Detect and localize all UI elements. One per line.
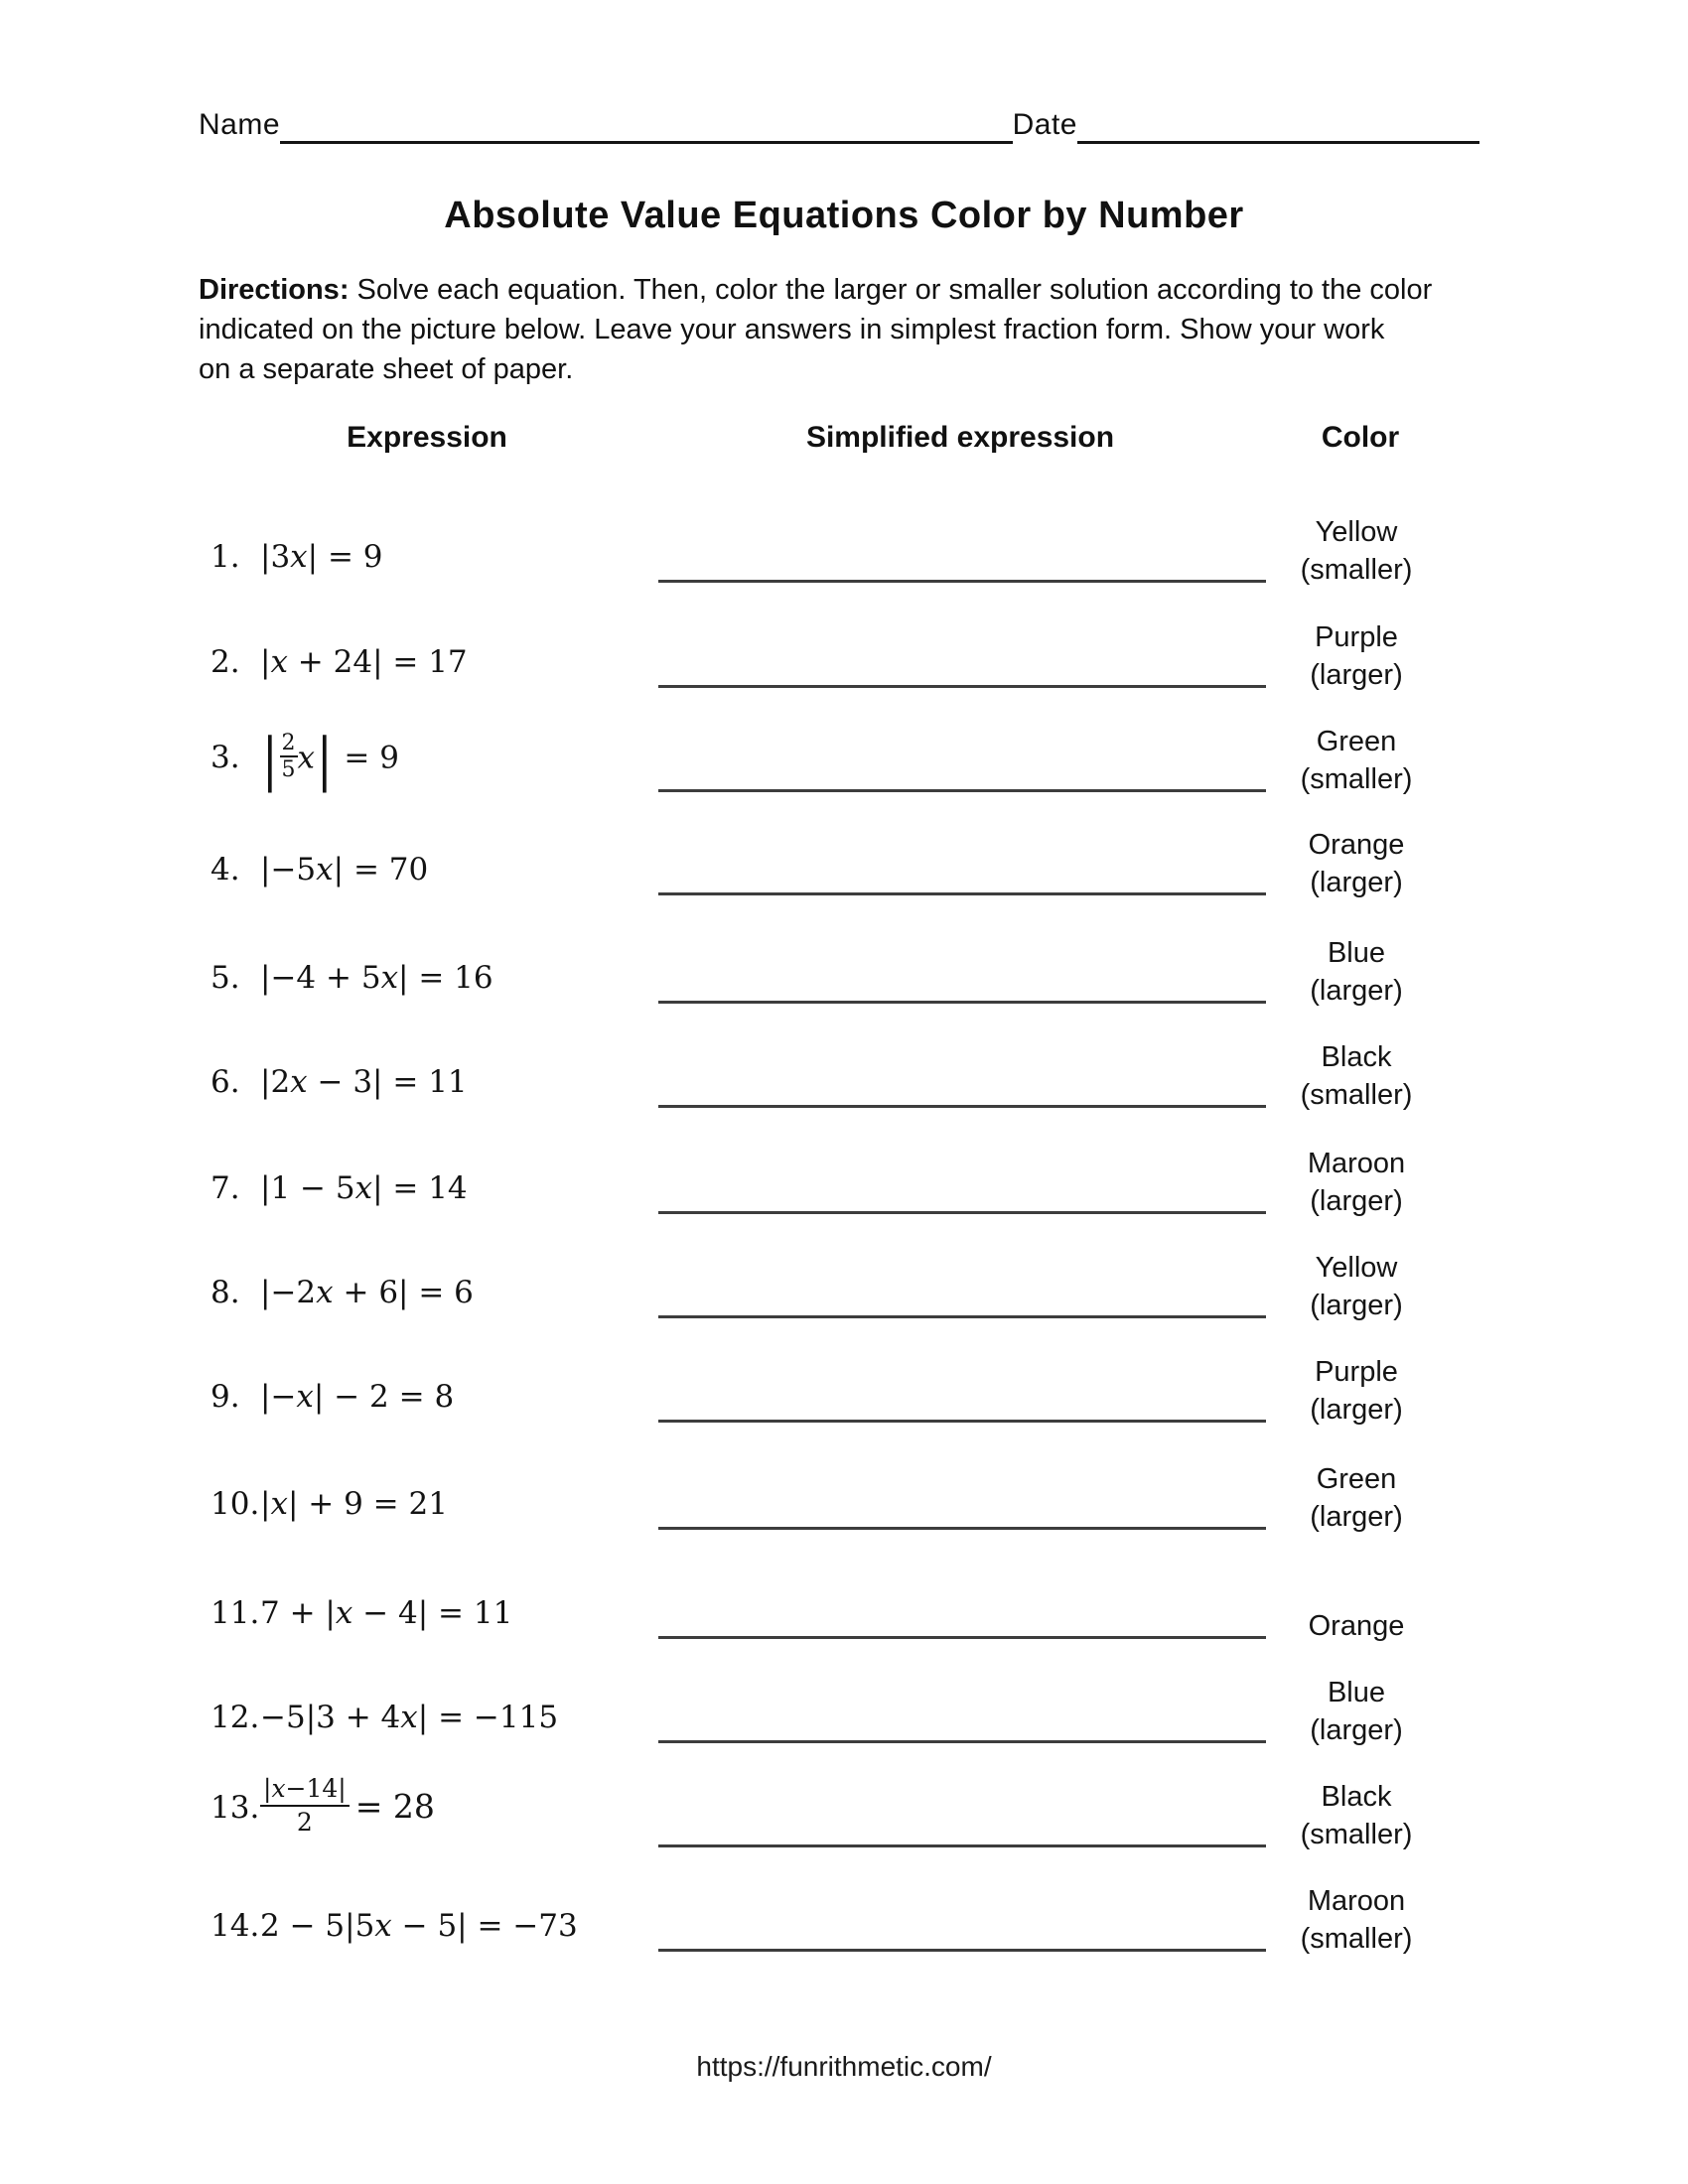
numerator-prefix: | [263,1774,272,1803]
answer-blank-6[interactable] [658,1105,1266,1108]
equation-suffix: − 4| = 11 [352,1595,513,1631]
item-number: 10. [211,1486,260,1522]
equation-prefix: | [260,1486,271,1522]
equation-4 [211,852,428,887]
answer-blank-7[interactable] [658,1211,1266,1214]
equation-suffix: | = −115 [417,1700,559,1735]
color-qualifier: (smaller) [1300,1923,1413,1955]
fraction-denominator: 2 [296,1807,313,1837]
fraction [260,1775,350,1836]
item-number: 7. [211,1170,240,1206]
equation-variable: x [270,1486,288,1522]
numerator-suffix: −14| [285,1774,347,1803]
equation-variable: x [297,740,316,776]
color-name: Purple [1315,621,1398,653]
equation-variable: x [354,1170,373,1206]
color-name: Orange [1308,1610,1405,1642]
color-label-14 [1257,1882,1456,1958]
equation-7 [211,1170,468,1206]
table-row [0,1882,1688,1955]
equation-8 [211,1275,474,1310]
table-row [0,618,1688,691]
equation-11 [211,1595,512,1631]
equation-prefix: |− [260,1379,297,1415]
equation-suffix: | = 14 [372,1170,468,1206]
equation-14 [211,1908,578,1944]
fraction-numerator [260,1775,350,1807]
color-qualifier: (larger) [1310,867,1403,898]
equation-variable: x [270,644,288,680]
color-name: Black [1321,1041,1392,1073]
table-row [0,1353,1688,1426]
color-label-2 [1257,618,1456,694]
equation-12 [211,1700,558,1735]
equation-prefix: |−5 [260,852,317,887]
color-qualifier: (larger) [1310,1394,1403,1426]
color-label-8 [1257,1249,1456,1324]
fraction-denominator: 5 [281,756,296,782]
color-qualifier: (larger) [1310,975,1403,1007]
color-label-11 [1257,1607,1456,1645]
color-name: Blue [1327,937,1386,969]
equation-variable: x [316,1275,334,1310]
color-label-3 [1257,723,1456,798]
equation-13 [211,1774,435,1840]
equation-suffix: | = 9 [307,539,383,575]
header-simplified-expression: Simplified expression [805,421,1115,454]
directions-text-1: Solve each equation. Then, color the larger or smaller solution according to the color [349,274,1433,306]
page-title: Absolute Value Equations Color by Number [444,195,1244,236]
header-color: Color [1321,421,1400,454]
item-number: 3. [211,740,240,776]
equation-9 [211,1379,454,1415]
answer-blank-11[interactable] [658,1636,1266,1639]
item-number: 1. [211,539,240,575]
color-qualifier: (smaller) [1300,1079,1413,1111]
table-row [0,513,1688,586]
equation-variable: x [335,1595,353,1631]
color-name: Yellow [1315,1252,1398,1284]
color-name: Purple [1315,1356,1398,1388]
equation-5 [211,960,493,996]
answer-blank-1[interactable] [658,580,1266,583]
answer-blank-14[interactable] [658,1949,1266,1952]
table-row [0,1570,1688,1642]
equation-prefix: |3 [260,539,291,575]
color-name: Green [1316,726,1397,757]
color-name: Orange [1308,829,1405,861]
color-qualifier: (larger) [1310,1501,1403,1533]
item-number: 9. [211,1379,240,1415]
equation-10 [211,1486,448,1522]
table-row [0,723,1688,795]
answer-blank-9[interactable] [658,1420,1266,1423]
fraction [280,732,298,781]
equation-prefix: |2 [260,1064,291,1100]
color-label-1 [1257,513,1456,589]
color-label-9 [1257,1353,1456,1429]
equation-suffix: + 24| = 17 [287,644,468,680]
answer-blank-12[interactable] [658,1740,1266,1743]
color-qualifier: (larger) [1310,659,1403,691]
color-label-13 [1257,1778,1456,1853]
table-row [0,1038,1688,1111]
answer-blank-10[interactable] [658,1527,1266,1530]
color-label-4 [1257,826,1456,901]
table-row [0,1674,1688,1746]
color-label-10 [1257,1460,1456,1536]
directions-text-3: on a separate sheet of paper. [199,353,574,385]
color-qualifier: (larger) [1310,1185,1403,1217]
equation-variable: x [380,960,399,996]
fraction-numerator: 2 [280,732,298,757]
equation-suffix: | − 2 = 8 [313,1379,455,1415]
answer-blank-8[interactable] [658,1315,1266,1318]
color-name: Maroon [1307,1885,1406,1917]
directions-label: Directions: [199,274,350,306]
table-row [0,1460,1688,1533]
item-number: 6. [211,1064,240,1100]
equation-prefix: |−2 [260,1275,317,1310]
equation-1 [211,539,383,575]
item-number: 13. [211,1790,260,1826]
equation-prefix: −5|3 + 4 [260,1700,401,1735]
equation-suffix: + 6| = 6 [333,1275,474,1310]
date-label: Date [1012,108,1077,141]
color-label-7 [1257,1145,1456,1220]
footer-url: https://funrithmetic.com/ [696,2051,992,2082]
equation-prefix: | [260,644,271,680]
equation-6 [211,1064,468,1100]
item-number: 14. [211,1908,260,1944]
equation-suffix: − 5| = −73 [391,1908,578,1944]
name-input-line[interactable] [280,103,1013,144]
item-number: 4. [211,852,240,887]
equation-prefix: 7 + | [260,1595,336,1631]
directions [199,270,1519,389]
equation-suffix: | = 70 [333,852,429,887]
date-input-line[interactable] [1077,103,1479,144]
equation-3: 3. | $\frac{2}{5}$ x| = 9 [211,726,399,794]
color-label-6 [1257,1038,1456,1114]
equation-variable: x [400,1700,418,1735]
table-row [0,1249,1688,1321]
header-expression: Expression [347,421,507,454]
directions-line-1 [199,270,1519,310]
name-label: Name [199,108,281,141]
answer-blank-5[interactable] [658,1001,1266,1004]
table-row [0,1145,1688,1217]
equation-suffix: | = 16 [398,960,493,996]
color-qualifier: (smaller) [1300,1819,1413,1850]
color-name: Yellow [1315,516,1398,548]
equation-prefix: |−4 + 5 [260,960,381,996]
equation-rhs: = 28 [354,1787,435,1826]
color-name: Green [1316,1463,1397,1495]
color-label-5 [1257,934,1456,1010]
color-qualifier: (larger) [1310,1714,1403,1746]
equation-suffix: − 3| = 11 [307,1064,468,1100]
color-label-12 [1257,1674,1456,1749]
equation-variable: x [374,1908,392,1944]
equation-prefix: 2 − 5|5 [260,1908,375,1944]
equation-rhs: = 9 [334,740,399,776]
equation-variable: x [290,539,308,575]
color-qualifier: (smaller) [1300,763,1413,795]
answer-blank-4[interactable] [658,892,1266,895]
equation-variable: x [290,1064,308,1100]
directions-text-2: indicated on the picture below. Leave your answers in simplest fraction form. Show your work [199,314,1385,345]
answer-blank-3[interactable] [658,789,1266,792]
item-number: 12. [211,1700,260,1735]
table-row [0,934,1688,1007]
equation-variable: x [271,1774,286,1803]
item-number: 5. [211,960,240,996]
equation-variable: x [296,1379,314,1415]
color-qualifier: (smaller) [1300,554,1413,586]
item-number: 8. [211,1275,240,1310]
color-name: Black [1321,1781,1392,1813]
table-row [0,826,1688,898]
item-number: 2. [211,644,240,680]
color-qualifier: (larger) [1310,1290,1403,1321]
color-name: Blue [1327,1677,1386,1708]
equation-suffix: | + 9 = 21 [287,1486,448,1522]
equation-prefix: |1 − 5 [260,1170,355,1206]
name-date-row [199,103,1479,144]
equation-2 [211,644,468,680]
color-name: Maroon [1307,1148,1406,1179]
table-row [0,1774,1688,1850]
item-number: 11. [211,1595,260,1631]
answer-blank-13[interactable] [658,1844,1266,1847]
equation-variable: x [316,852,334,887]
answer-blank-2[interactable] [658,685,1266,688]
